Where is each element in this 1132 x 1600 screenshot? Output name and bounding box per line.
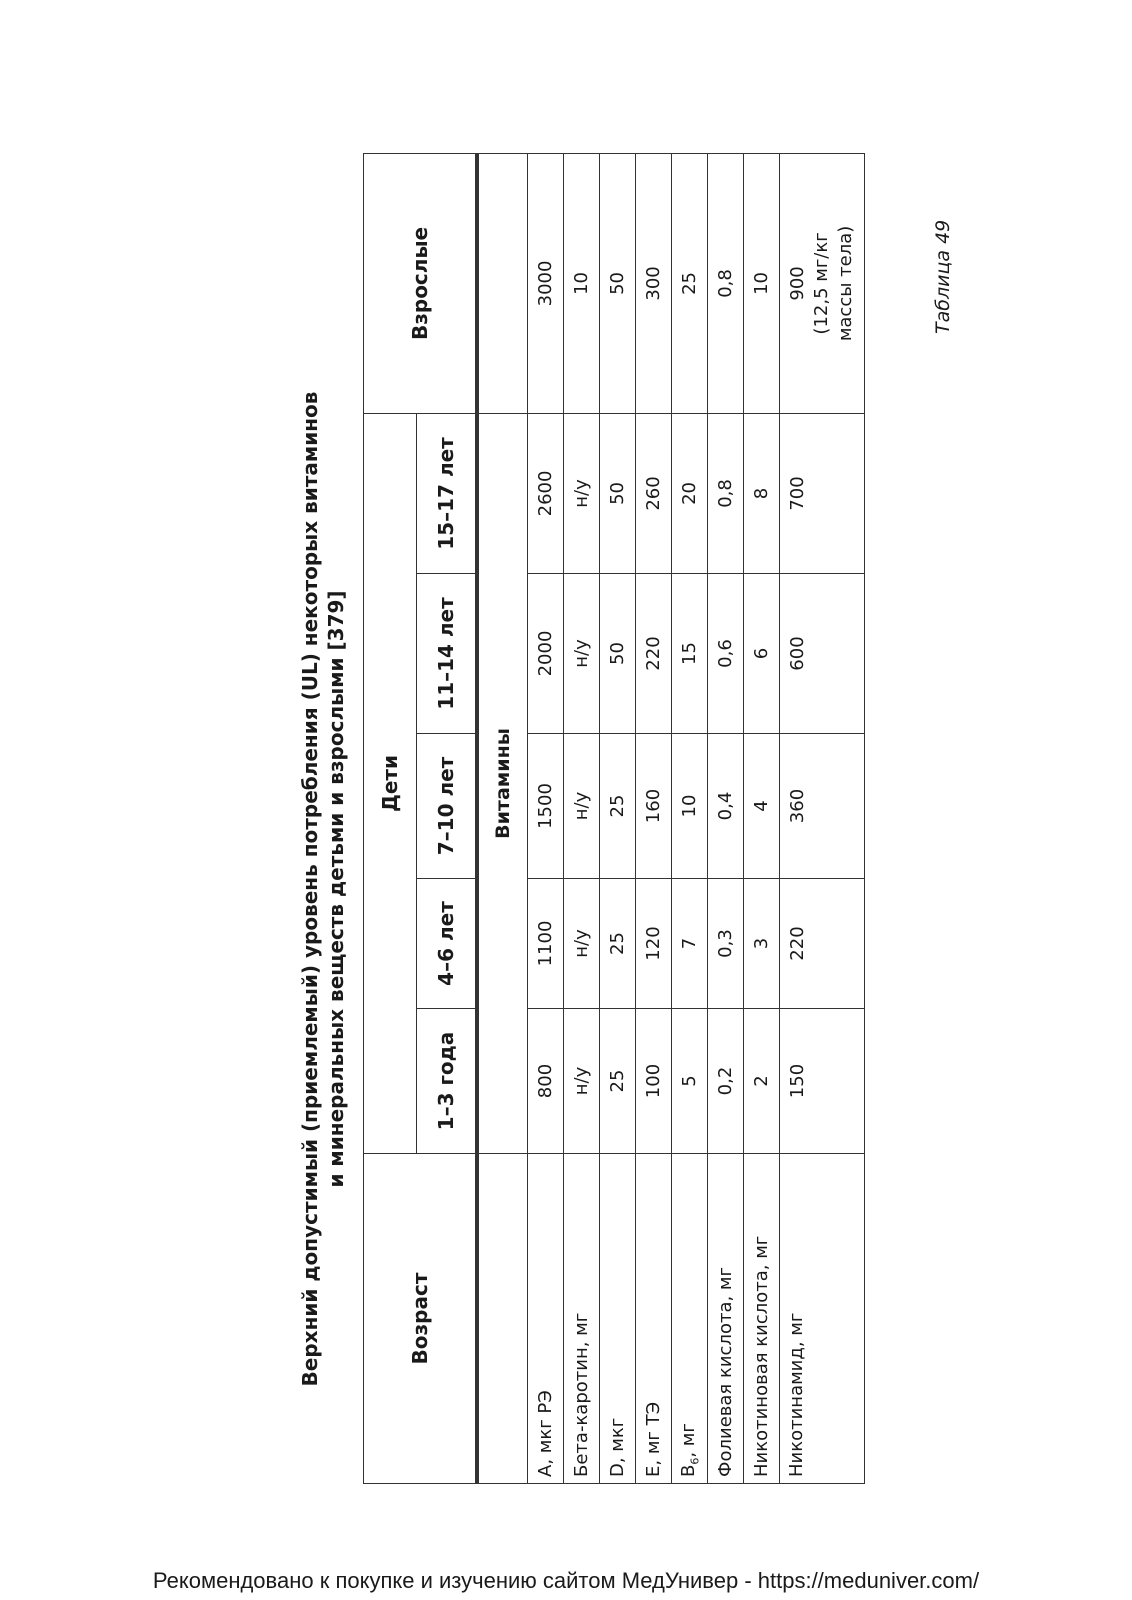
table-cell: 800 (528, 1009, 564, 1154)
table-title-line-2: и минеральных веществ детьми и взрослыми [379] (324, 590, 348, 1188)
table-cell: 7 (672, 879, 708, 1009)
row-label (672, 1154, 708, 1484)
row-label-text: Бета-каротин, мг (571, 1312, 592, 1477)
table-cell: 2600 (528, 413, 564, 573)
table-row (600, 153, 636, 1483)
row-label (636, 1154, 672, 1484)
table-cell: 10 (744, 153, 780, 413)
age-header: Возраст (364, 1154, 478, 1484)
row-label (564, 1154, 600, 1484)
table-cell: 260 (636, 413, 672, 573)
cell-line: (12,5 мг/кг (811, 232, 832, 335)
row-label-text: В (677, 1464, 699, 1477)
table-cell: 2000 (528, 574, 564, 734)
row-label (744, 1154, 780, 1484)
table-cell: 600 (780, 574, 865, 734)
footer-note: Рекомендовано к покупке и изучению сайтом МедУнивер - https://meduniver.com/ (152, 1568, 980, 1593)
table-cell: 3000 (528, 153, 564, 413)
table-cell (780, 153, 865, 413)
table-cell: 0,2 (708, 1009, 744, 1154)
table-row (564, 153, 600, 1483)
table-cell: 25 (600, 1009, 636, 1154)
table-cell: 220 (636, 574, 672, 734)
table-row (780, 153, 865, 1483)
row-label-subscript: 6 (688, 1457, 702, 1465)
table-cell: 25 (600, 734, 636, 879)
age-group-header: 4–6 лет (417, 879, 478, 1009)
table-cell: 4 (744, 734, 780, 879)
row-label (600, 1154, 636, 1484)
table-caption: Таблица 49 (932, 219, 954, 334)
table-title-line-1: Верхний допустимый (приемлемый) уровень потребления (UL) некоторых витаминов (298, 391, 322, 1387)
cell-line: массы тела) (835, 225, 856, 342)
row-label-text: Никотинамид, мг (786, 1312, 807, 1477)
table-cell: 10 (564, 153, 600, 413)
row-label (708, 1154, 744, 1484)
table-cell: 50 (600, 153, 636, 413)
table-cell: 8 (744, 413, 780, 573)
age-group-header: 1–3 года (417, 1009, 478, 1154)
table-cell: 300 (636, 153, 672, 413)
table-cell: н/у (564, 413, 600, 573)
table-cell: 150 (780, 1009, 865, 1154)
table-cell: 25 (672, 153, 708, 413)
table-cell: 50 (600, 574, 636, 734)
table-cell: 360 (780, 734, 865, 879)
row-label-text: Е, мг ТЭ (643, 1401, 664, 1477)
table-cell: 5 (672, 1009, 708, 1154)
table-cell: 25 (600, 879, 636, 1009)
table-cell: 1100 (528, 879, 564, 1009)
section-row (477, 153, 528, 1483)
table-row (708, 153, 744, 1483)
table-cell: 0,8 (708, 413, 744, 573)
row-label-text: Никотиновая кислота, мг (751, 1235, 772, 1477)
table-cell: 700 (780, 413, 865, 573)
age-group-header: 15–17 лет (417, 413, 478, 573)
table-cell: н/у (564, 734, 600, 879)
section-spacer (477, 153, 528, 413)
row-label-text: Фолиевая кислота, мг (715, 1267, 736, 1477)
table-cell: 120 (636, 879, 672, 1009)
section-spacer (477, 1154, 528, 1484)
table-cell: 0,8 (708, 153, 744, 413)
table-row (744, 153, 780, 1483)
row-label (528, 1154, 564, 1484)
table-row (672, 153, 708, 1483)
table-row (528, 153, 564, 1483)
header-row (364, 153, 417, 1483)
table-cell: н/у (564, 879, 600, 1009)
table-cell: 220 (780, 879, 865, 1009)
table-cell: 50 (600, 413, 636, 573)
table-row (636, 153, 672, 1483)
table-cell: 0,4 (708, 734, 744, 879)
cell-line: 900 (787, 266, 808, 301)
row-label-text: D, мкг (607, 1417, 628, 1477)
table-cell: 160 (636, 734, 672, 879)
table-cell: 0,3 (708, 879, 744, 1009)
table-cell: н/у (564, 1009, 600, 1154)
ul-table (363, 153, 865, 1484)
table-cell: 20 (672, 413, 708, 573)
table-cell: 2 (744, 1009, 780, 1154)
age-group-header: 7–10 лет (417, 734, 478, 879)
row-label-suffix: , мг (677, 1423, 699, 1458)
row-label-text: А, мкг РЭ (535, 1390, 556, 1477)
table-cell: 100 (636, 1009, 672, 1154)
table-cell: н/у (564, 574, 600, 734)
table-cell: 3 (744, 879, 780, 1009)
row-label (780, 1154, 865, 1484)
table-cell: 15 (672, 574, 708, 734)
section-title: Витамины (477, 413, 528, 1153)
table-cell: 1500 (528, 734, 564, 879)
children-header: Дети (364, 413, 417, 1153)
rotated-page (296, 154, 981, 1484)
age-group-header: 11–14 лет (417, 574, 478, 734)
table-cell: 10 (672, 734, 708, 879)
table-cell: 6 (744, 574, 780, 734)
adults-header: Взрослые (364, 153, 478, 413)
table-cell: 0,6 (708, 574, 744, 734)
